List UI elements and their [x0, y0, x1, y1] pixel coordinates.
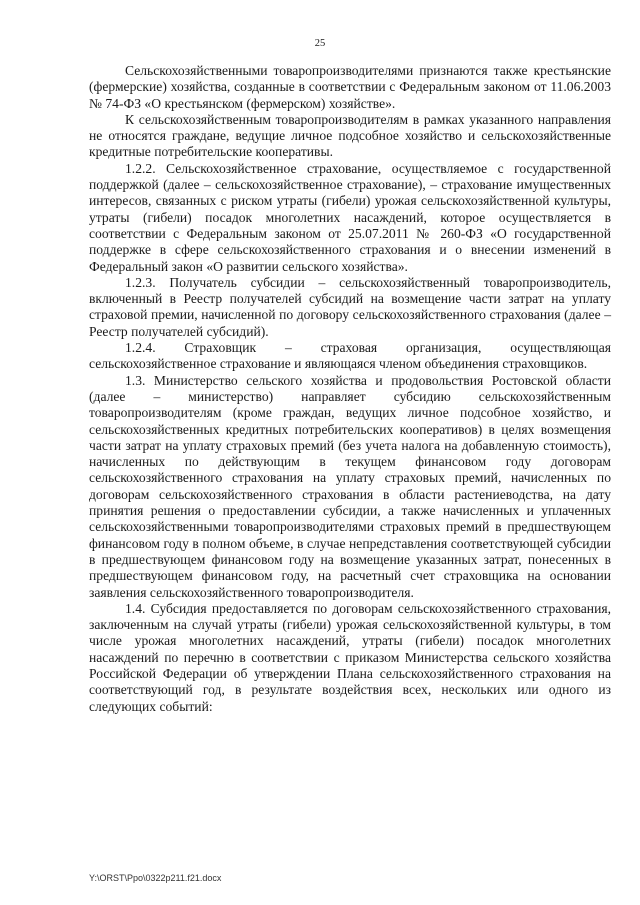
document-body: [89, 63, 611, 715]
paragraph-1-4: 1.4. Субсидия предоставляется по договорам сельскохозяйственного страхования, заключенным на случай утраты (гибели) урожая сельскохозяйственной культуры, в том числе урожая многолетних насаждений, утраты (гибели) посадок многолетних насаждений по перечню в соответствии с приказом Министерства сельского хозяйства Российской Федерации об утверждении Плана сельскохозяйственного страхования на соответствующий год, в результате воздействия всех, нескольких или одного из следующих событий:: [89, 600, 611, 714]
paragraph-1-3: 1.3. Министерство сельского хозяйства и продовольствия Ростовской области (далее – министерство) направляет субсидию сельскохозяйственным товаропроизводителям (кроме граждан, ведущих личное подсобное хозяйство, и сельскохозяйственных кредитных потребительских кооперативов) в целях возмещения части затрат на уплату страховых премий (без учета налога на добавленную стоимость), начисленных по действующим в текущем финансовом году договорам сельскохозяйственного страхования на уплату страховых премий, начисленных по договорам сельскохозяйственного страхования в области растениеводства, на дату принятия решения о предоставлении субсидии, а также начисленных и уплаченных сельскохозяйственными товаропроизводителями страховых премий в предшествующем финансовом году в полном объеме, в случае непредставления соответствующей субсидии в предшествующем финансовом году на возмещение указанных затрат, понесенных в предшествующем финансовом году, на расчетный счет страховщика на основании заявления сельскохозяйственного товаропроизводителя.: [89, 372, 611, 600]
footer-file-path: Y:\ORST\Ppo\0322p211.f21.docx: [89, 873, 222, 883]
paragraph-1-2-2: 1.2.2. Сельскохозяйственное страхование, осуществляемое с государственной поддержкой (далее – сельскохозяйственное страхование), – страхование имущественных интересов, связанных с риском утраты (гибели) урожая сельскохозяйственной культуры, утраты (гибели) посадок многолетних насаждений, которое осуществляется в соответствии с Федеральным законом от 25.07.2011 № 260-ФЗ «О государственной поддержке в сфере сельскохозяйственного страхования и о внесении изменений в Федеральный закон «О развитии сельского хозяйства».: [89, 160, 611, 274]
page-number: 25: [314, 38, 326, 49]
paragraph-exclusions: К сельскохозяйственным товаропроизводителям в рамках указанного направления не относятся граждане, ведущие личное подсобное хозяйство и сельскохозяйственные кредитные потребительские кооперативы.: [89, 111, 611, 160]
paragraph-1-2-3: 1.2.3. Получатель субсидии – сельскохозяйственный товаропроизводитель, включенный в Реестр получателей субсидий на возмещение части затрат на уплату страховой премии, начисленной по договору сельскохозяйственного страхования (далее – Реестр получателей субсидий).: [89, 274, 611, 339]
paragraph-1-2-4: 1.2.4. Страховщик – страховая организация, осуществляющая сельскохозяйственное страхование и являющаяся членом объединения страховщиков.: [89, 340, 611, 372]
paragraph-producers-definition: Сельскохозяйственными товаропроизводителями признаются также крестьянские (фермерские) хозяйства, созданные в соответствии с Федеральным законом от 11.06.2003 № 74-ФЗ «О крестьянском (фермерском) хозяйстве».: [89, 63, 611, 111]
